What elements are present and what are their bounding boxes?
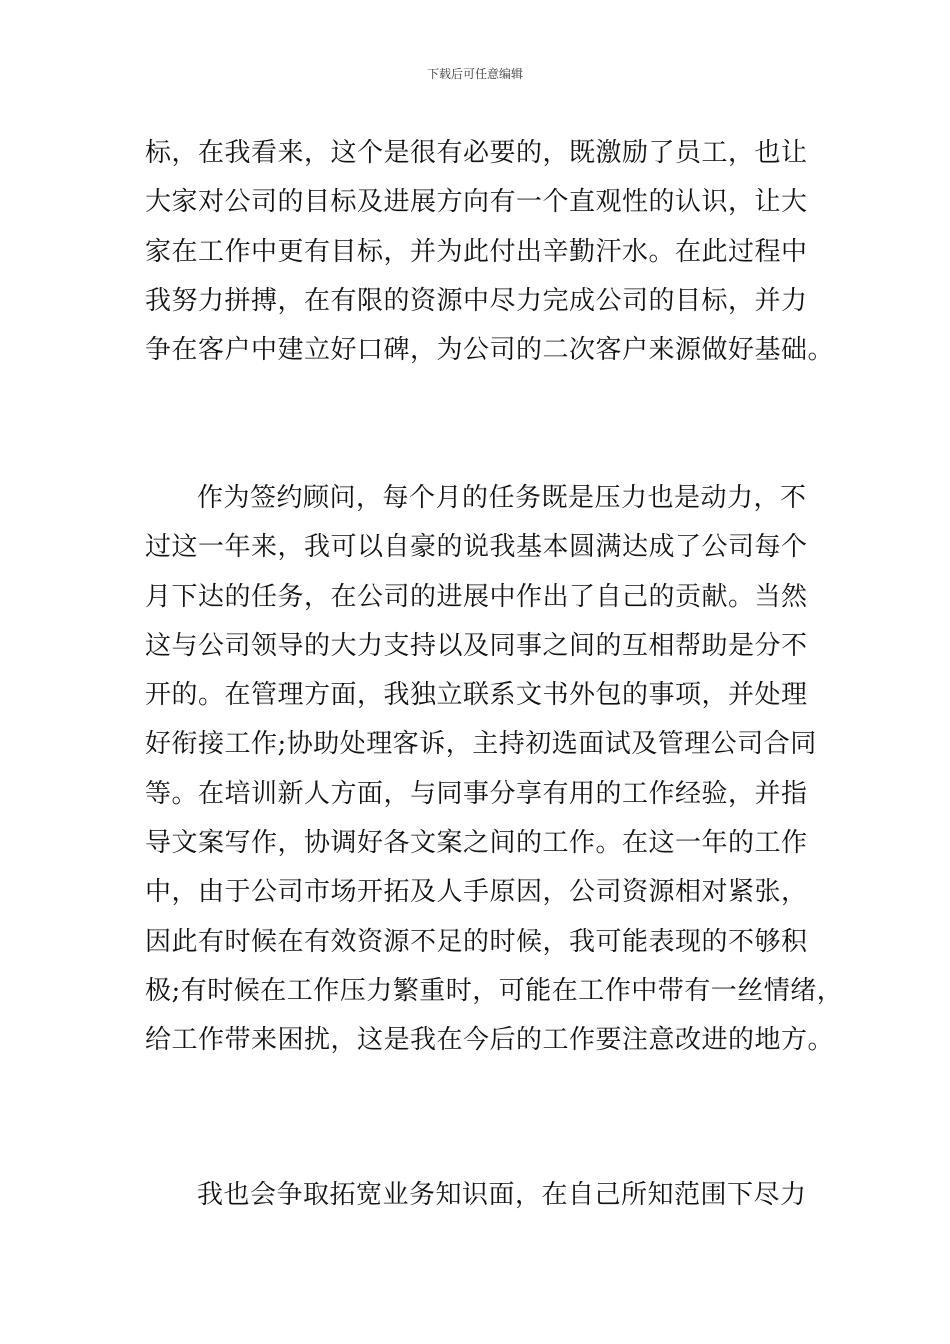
paragraph-line: 争在客户中建立好口碑，为公司的二次客户来源做好基础。	[145, 335, 835, 366]
paragraph-line: 给工作带来困扰，这是我在今后的工作要注意改进的地方。	[145, 1025, 835, 1056]
paragraph-1	[145, 129, 835, 375]
paragraph-line: 标，在我看来，这个是很有必要的，既激励了员工，也让	[145, 138, 808, 168]
paragraph-line: 月下达的任务，在公司的进展中作出了自己的贡献。当然	[145, 581, 808, 612]
paragraph-line: 等。在培训新人方面，与同事分享有用的工作经验，并指	[145, 778, 808, 809]
page-header: 下载后可任意编辑	[426, 67, 523, 81]
paragraph-2	[145, 474, 844, 1066]
paragraph-line: 中，由于公司市场开拓及人手原因，公司资源相对紧张，	[145, 877, 808, 908]
paragraph-line: 导文案写作，协调好各文案之间的工作。在这一年的工作	[145, 828, 808, 859]
paragraph-3	[145, 1171, 810, 1220]
paragraph-line: 大家对公司的目标及进展方向有一个直观性的认识，让大	[145, 187, 808, 218]
paragraph-line: 家在工作中更有目标，并为此付出辛勤汗水。在此过程中	[145, 236, 808, 267]
paragraph-line: 极;有时候在工作压力繁重时，可能在工作中带有一丝情绪，	[145, 975, 844, 1006]
paragraph-line: 我努力拼搏，在有限的资源中尽力完成公司的目标，并力	[145, 285, 808, 316]
paragraph-line: 因此有时候在有效资源不足的时候，我可能表现的不够积	[145, 926, 808, 957]
paragraph-line: 过这一年来，我可以自豪的说我基本圆满达成了公司每个	[145, 532, 808, 563]
paragraph-line: 开的。在管理方面，我独立联系文书外包的事项，并处理	[145, 680, 808, 711]
paragraph-line: 这与公司领导的大力支持以及同事之间的互相帮助是分不	[145, 630, 808, 661]
paragraph-line: 好衔接工作;协助处理客诉，主持初选面试及管理公司合同	[145, 729, 817, 760]
paragraph-line: 我也会争取拓宽业务知识面，在自己所知范围下尽力	[197, 1180, 807, 1210]
paragraph-line: 作为签约顾问，每个月的任务既是压力也是动力，不	[197, 483, 807, 513]
